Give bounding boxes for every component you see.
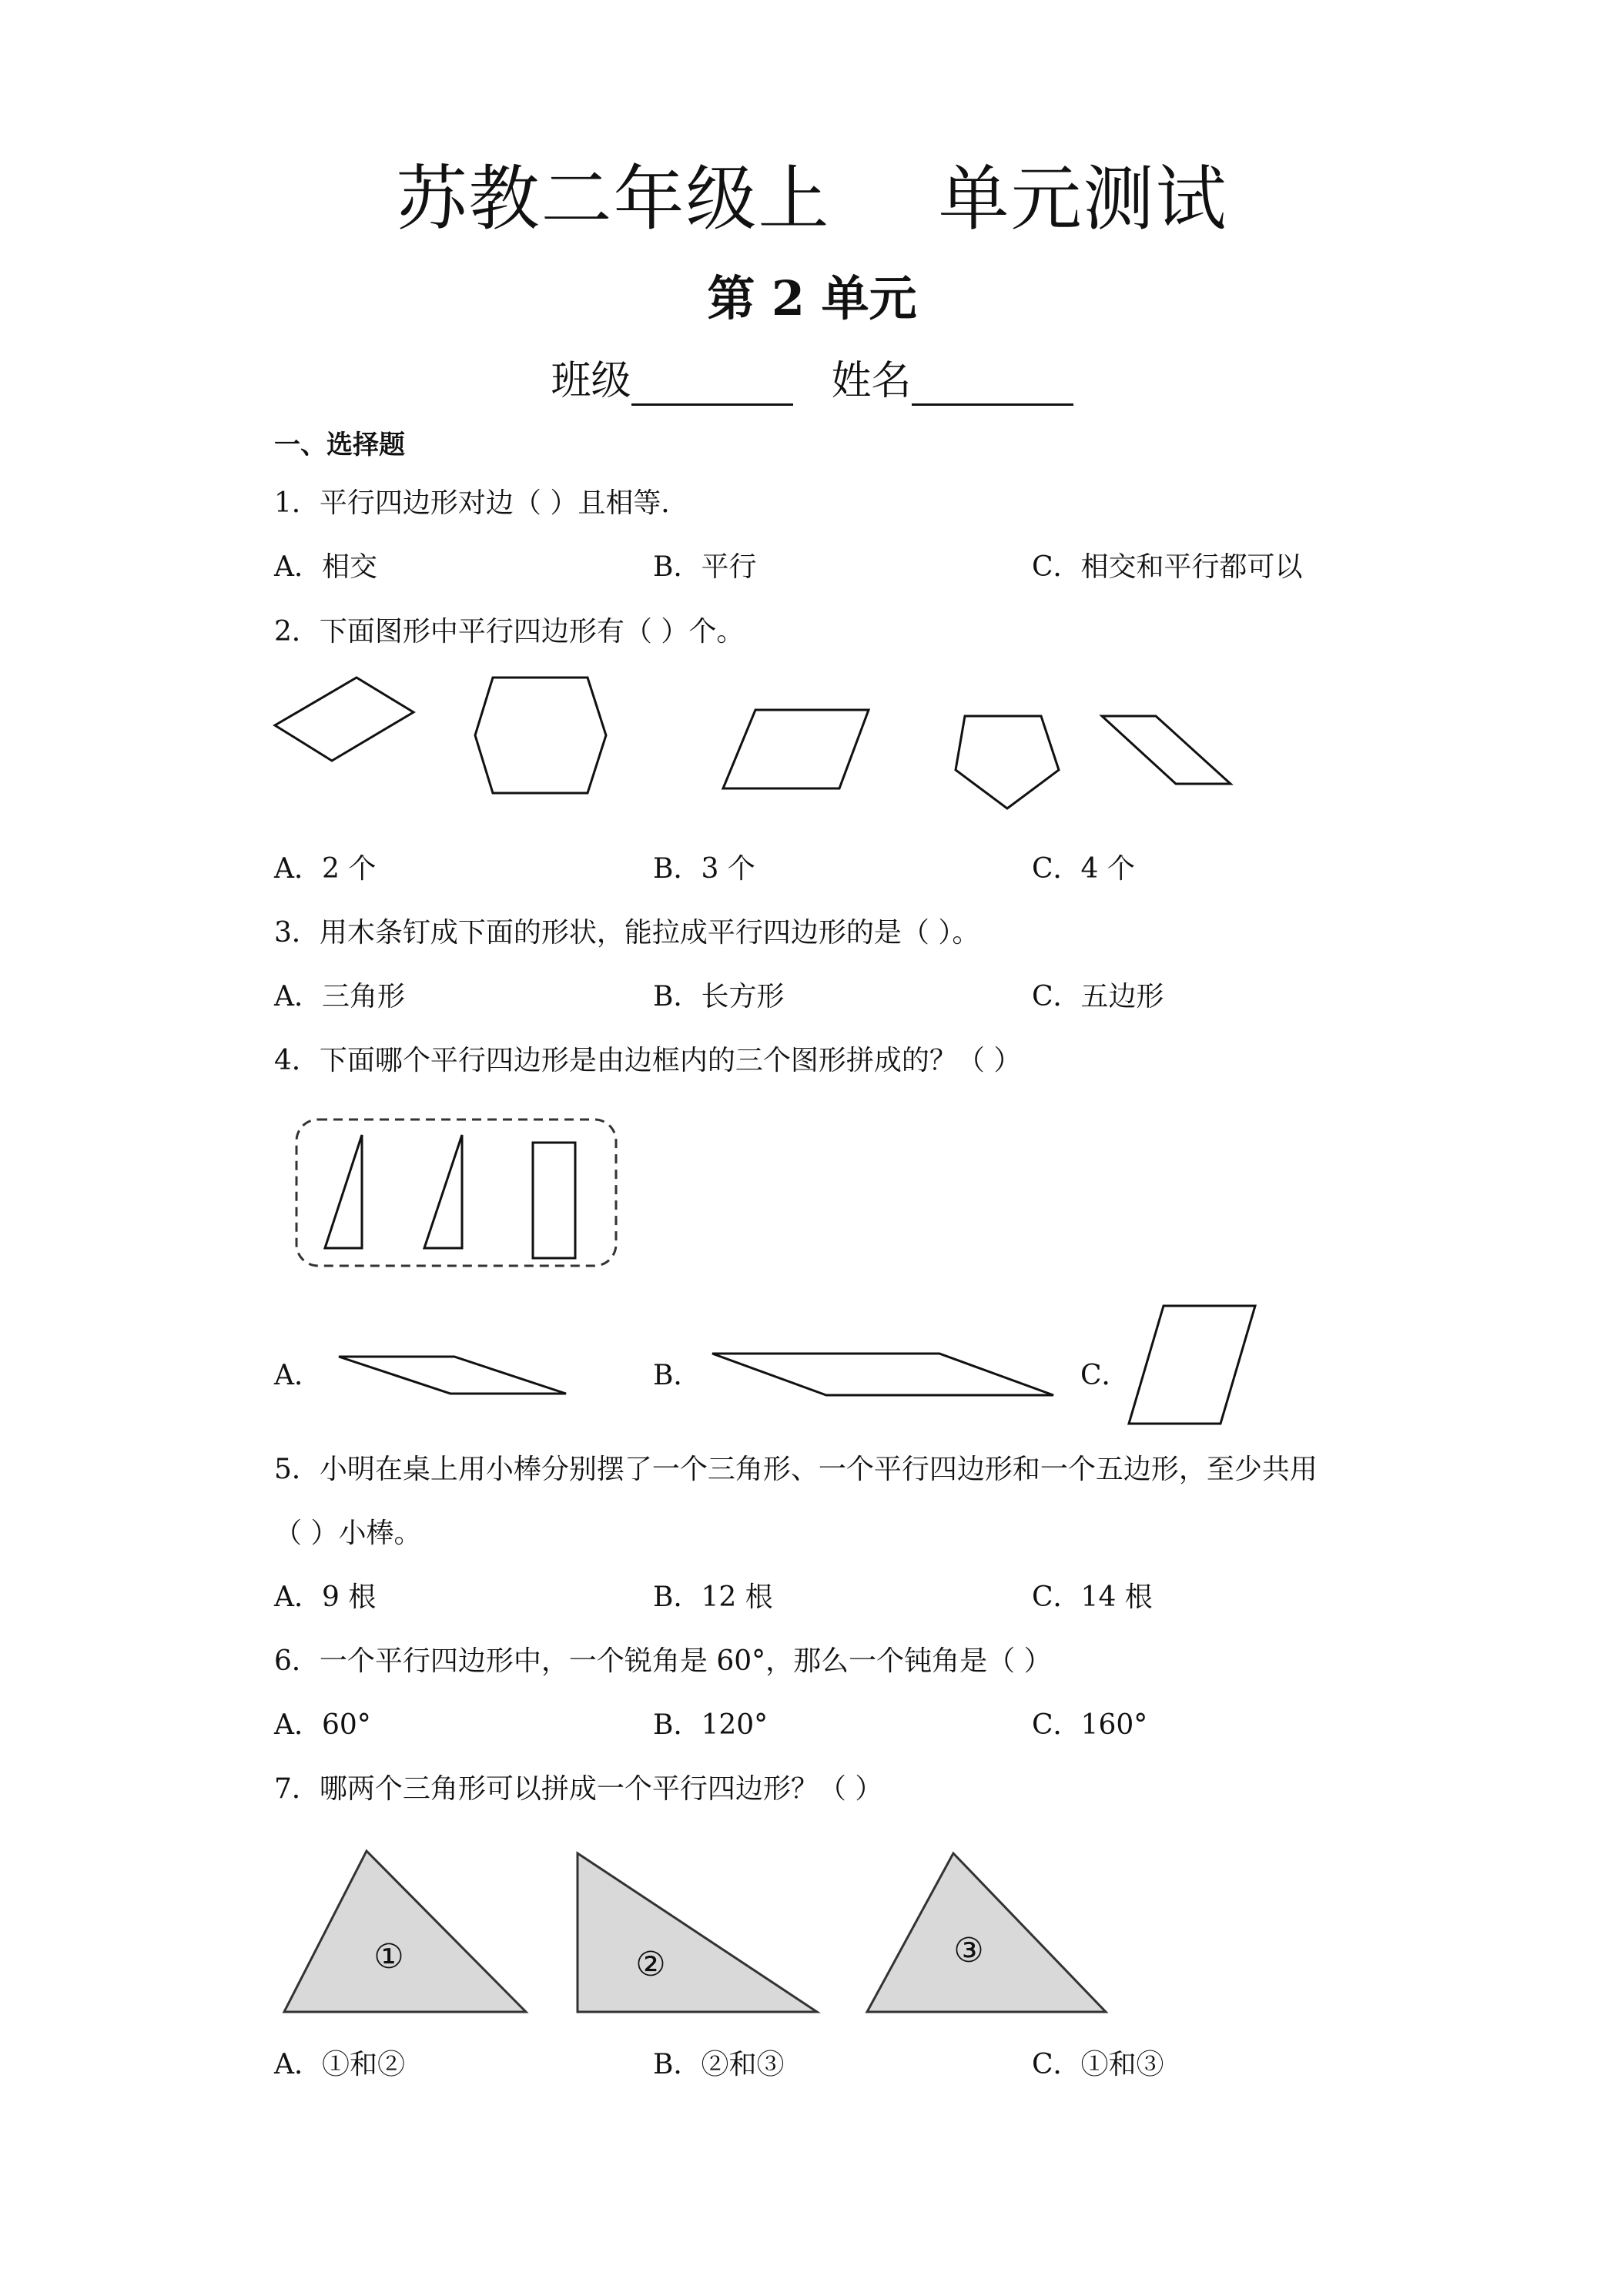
question-7: 7．哪两个三角形可以拼成一个平行四边形？（ ） (274, 1773, 883, 1805)
q7-option-a[interactable]: A．①和② (274, 2049, 405, 2080)
q6-option-b[interactable]: B．120° (653, 1709, 768, 1741)
q2-option-c[interactable]: C．4 个 (1032, 853, 1135, 885)
q3-option-a[interactable]: A．三角形 (274, 981, 405, 1012)
question-5-line-2: （ ）小棒。 (274, 1518, 422, 1549)
q6-option-a[interactable]: A．60° (274, 1709, 371, 1741)
triangle-3-label: ③ (953, 1931, 984, 1970)
title-right: 单元测试 (938, 158, 1228, 240)
q3-option-b[interactable]: B．长方形 (653, 981, 785, 1012)
q4-option-a[interactable]: A． (274, 1360, 322, 1391)
section-title: 一、选择题 (274, 430, 405, 460)
question-4: 4．下面哪个平行四边形是由边框内的三个图形拼成的？（ ） (274, 1045, 1022, 1076)
q1-option-c[interactable]: C．相交和平行都可以 (1032, 551, 1303, 583)
unit-subtitle: 第 2 单元 (707, 270, 917, 326)
q1-option-a[interactable]: A．相交 (274, 551, 377, 583)
q4-option-b[interactable]: B． (653, 1360, 702, 1391)
name-label: 姓名 (831, 358, 912, 404)
q5-option-a[interactable]: A．9 根 (274, 1581, 377, 1613)
q4-option-c[interactable]: C． (1080, 1360, 1130, 1391)
question-2: 2．下面图形中平行四边形有（ ）个。 (274, 616, 745, 648)
title-left: 苏教二年级上 (396, 158, 831, 240)
class-label: 班级 (551, 358, 631, 404)
question-1: 1．平行四边形对边（ ）且相等． (274, 487, 689, 519)
triangle-1-label: ① (373, 1937, 404, 1976)
q2-option-a[interactable]: A．2 个 (274, 853, 377, 885)
q3-option-c[interactable]: C．五边形 (1032, 981, 1164, 1012)
q5-option-b[interactable]: B．12 根 (653, 1581, 773, 1613)
triangle-2-label: ② (635, 1945, 666, 1984)
q6-option-c[interactable]: C．160° (1032, 1709, 1148, 1741)
q1-option-b[interactable]: B．平行 (653, 551, 757, 583)
question-6: 6．一个平行四边形中，一个锐角是 60°，那么一个钝角是（ ） (274, 1645, 1052, 1677)
question-5-line-1: 5．小明在桌上用小棒分别摆了一个三角形、一个平行四边形和一个五边形，至少共用 (274, 1454, 1318, 1485)
q7-option-c[interactable]: C．①和③ (1032, 2049, 1164, 2080)
question-3: 3．用木条钉成下面的形状，能拉成平行四边形的是（ ）。 (274, 917, 980, 949)
q2-option-b[interactable]: B．3 个 (653, 853, 755, 885)
triangle-2 (578, 1853, 817, 2012)
q5-option-c[interactable]: C．14 根 (1032, 1581, 1153, 1613)
triangle-1 (284, 1851, 526, 2012)
q7-option-b[interactable]: B．②和③ (653, 2049, 785, 2080)
triangle-3 (867, 1853, 1106, 2012)
